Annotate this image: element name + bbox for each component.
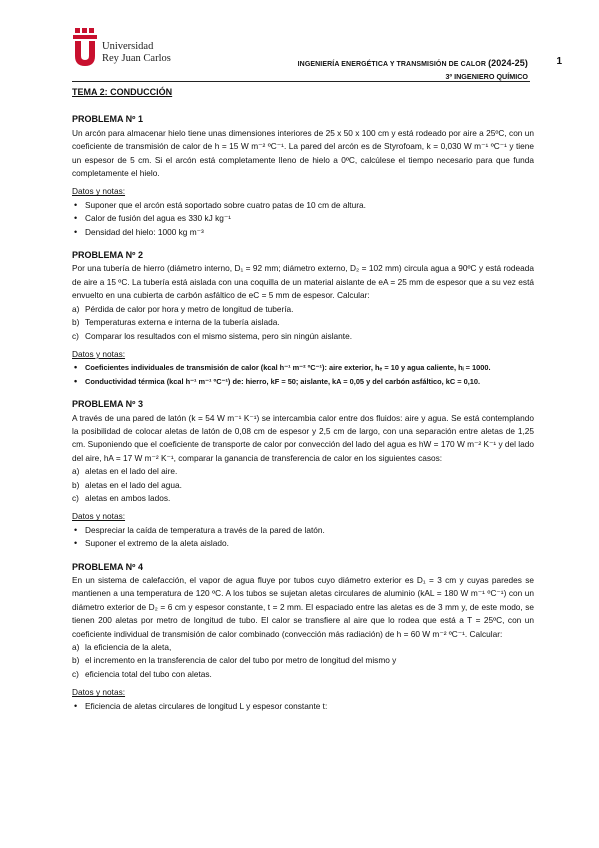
problem-statement: Un arcón para almacenar hielo tiene unas dimensiones interiores de 25 x 50 x 100 cm y está rodeado por aire a 25ºC, con un coeficiente de transmisión de calor de h = 15 W m⁻² ºC⁻¹. La pared del arcón es de Styrofoam, k = 0,030 W m⁻¹ ºC⁻¹ y tiene un espesor de 5 cm. Si el arcón está completamente lleno de hielo a 0ºC, calcúlese el tiempo necesario para que funda completamente el hielo. [72,127,534,179]
question-item [72,492,534,505]
note-item: • Coeficientes individuales de transmisión de calor (kcal h⁻¹ m⁻² ºC⁻¹): aire exterior, hₑ = 10 y agua caliente, hᵢ = 1000. [72,361,534,374]
question-item [72,654,534,667]
university-name-line2: Rey Juan Carlos [102,53,171,64]
note-item: • Calor de fusión del agua es 330 kJ kg⁻¹ [72,212,534,225]
notes-list [72,199,534,239]
question-item [72,668,534,681]
problem-2 [72,249,534,388]
problem-statement: A través de una pared de latón (k = 54 W m⁻¹ K⁻¹) se intercambia calor entre dos fluidos: aire y agua. Se está contemplando la posibilidad de colocar aletas de latón de 0,08 cm de espesor y 2,5 cm de largo, con una separación entre aletas de 1,25 cm. Suponiendo que el coeficiente de transporte de calor por convección del lado del agua es hW = 170 W m⁻² K⁻¹ y del lado del aire, hA = 17 W m⁻² K⁻¹, comparar la ganancia de transferencia de calor en los siguientes casos: [72,412,534,463]
question-text: Comparar los resultados con el mismo sistema, pero sin ningún aislante. [85,330,353,341]
urjc-emblem-icon [72,28,98,68]
question-item [72,479,534,492]
problem-3 [72,398,534,550]
question-list [72,303,534,343]
question-marker: c) [72,492,79,503]
question-item [72,303,534,316]
course-title [298,58,528,68]
page-number: 1 [556,56,562,67]
problem-statement: Por una tubería de hierro (diámetro interno, D₁ = 92 mm; diámetro externo, D₂ = 102 mm) circula agua a 90ºC y está rodeada de aire a 15 ºC. La tubería está aislada con una coquilla de un material aislante de eA = 25 mm de espesor que a su vez está envuelto en una cubierta de carbón asfáltico de eC = 5 mm de espesor. Calcular: [72,263,534,301]
question-marker: b) [72,317,80,328]
notes-list [72,700,534,713]
document-body [72,86,534,713]
problem-title: PROBLEMA Nº 4 [72,561,143,572]
note-item: • Densidad del hielo: 1000 kg m⁻³ [72,226,534,239]
note-item: • Despreciar la caída de temperatura a través de la pared de latón. [72,524,534,537]
question-marker: a) [72,303,80,314]
question-marker: b) [72,479,80,490]
university-name [102,41,171,65]
notes-title: Datos y notas: [72,348,126,359]
notes-title: Datos y notas: [72,511,126,522]
problem-title: PROBLEMA Nº 3 [72,399,143,410]
question-text: aletas en ambos lados. [85,492,171,503]
notes-title: Datos y notas: [72,186,126,197]
note-item: • Conductividad térmica (kcal h⁻¹ m⁻¹ ºC⁻¹) de: hierro, kF = 50; aislante, kA = 0,05 y del carbón asfáltico, kC = 0,10. [72,375,534,388]
question-text: eficiencia total del tubo con aletas. [85,668,212,679]
problem-4 [72,561,534,713]
question-text: Pérdida de calor por hora y metro de longitud de tubería. [85,303,294,314]
section-title: TEMA 2: CONDUCCIÓN [72,87,173,97]
question-text: la eficiencia de la aleta, [85,642,172,653]
course-year: (2024-25) [488,58,528,68]
question-text: el incremento en la transferencia de calor del tubo por metro de longitud del mismo y [85,655,397,666]
course-subtitle: 3º INGENIERO QUÍMICO [445,72,528,81]
question-item [72,465,534,478]
notes-list [72,361,534,388]
question-marker: a) [72,466,80,477]
question-item [72,316,534,329]
question-list [72,641,534,681]
question-marker: b) [72,655,80,666]
note-item: • Suponer el extremo de la aleta aislado. [72,537,534,550]
question-marker: c) [72,330,79,341]
course-title-text: INGENIERÍA ENERGÉTICA Y TRANSMISIÓN DE CALOR [297,61,487,68]
question-marker: a) [72,642,80,653]
page-header [72,28,562,88]
question-item [72,641,534,654]
problem-title: PROBLEMA Nº 1 [72,114,143,125]
header-rule [72,81,530,82]
note-item: • Suponer que el arcón está soportado sobre cuatro patas de 10 cm de altura. [72,199,534,212]
university-logo [72,28,182,74]
question-item [72,330,534,343]
note-item: • Eficiencia de aletas circulares de longitud L y espesor constante t: [72,700,534,713]
notes-list [72,524,534,551]
university-name-line1: Universidad [102,41,154,52]
problem-1 [72,113,534,239]
question-text: Temperaturas externa e interna de la tubería aislada. [85,317,280,328]
question-marker: c) [72,668,79,679]
question-text: aletas en el lado del aire. [85,466,178,477]
problem-title: PROBLEMA Nº 2 [72,250,143,261]
question-list [72,465,534,505]
notes-title: Datos y notas: [72,687,126,698]
question-text: aletas en el lado del agua. [85,479,182,490]
problem-statement: En un sistema de calefacción, el vapor de agua fluye por tubos cuyo diámetro exterior es D₁ = 3 cm y cuyas paredes se mantienen a una temperatura de 120 ºC. A los tubos se sujetan aletas circulares de aluminio (kAL = 180 W m⁻¹ ºC⁻¹) con un diámetro exterior de D₂ = 6 cm y espesor constante, t = 2 mm. El espaciado entre las aletas es de 3 mm y, de este modo, se tienen 200 aletas por metro de longitud de tubo. El calor se transfiere al aire que lo rodea que está a T = 25ºC, con un coeficiente individual de transmisión de calor combinado (convección más radiación) de h = 60 W m⁻² ºC⁻¹. Calcular: [72,575,534,639]
